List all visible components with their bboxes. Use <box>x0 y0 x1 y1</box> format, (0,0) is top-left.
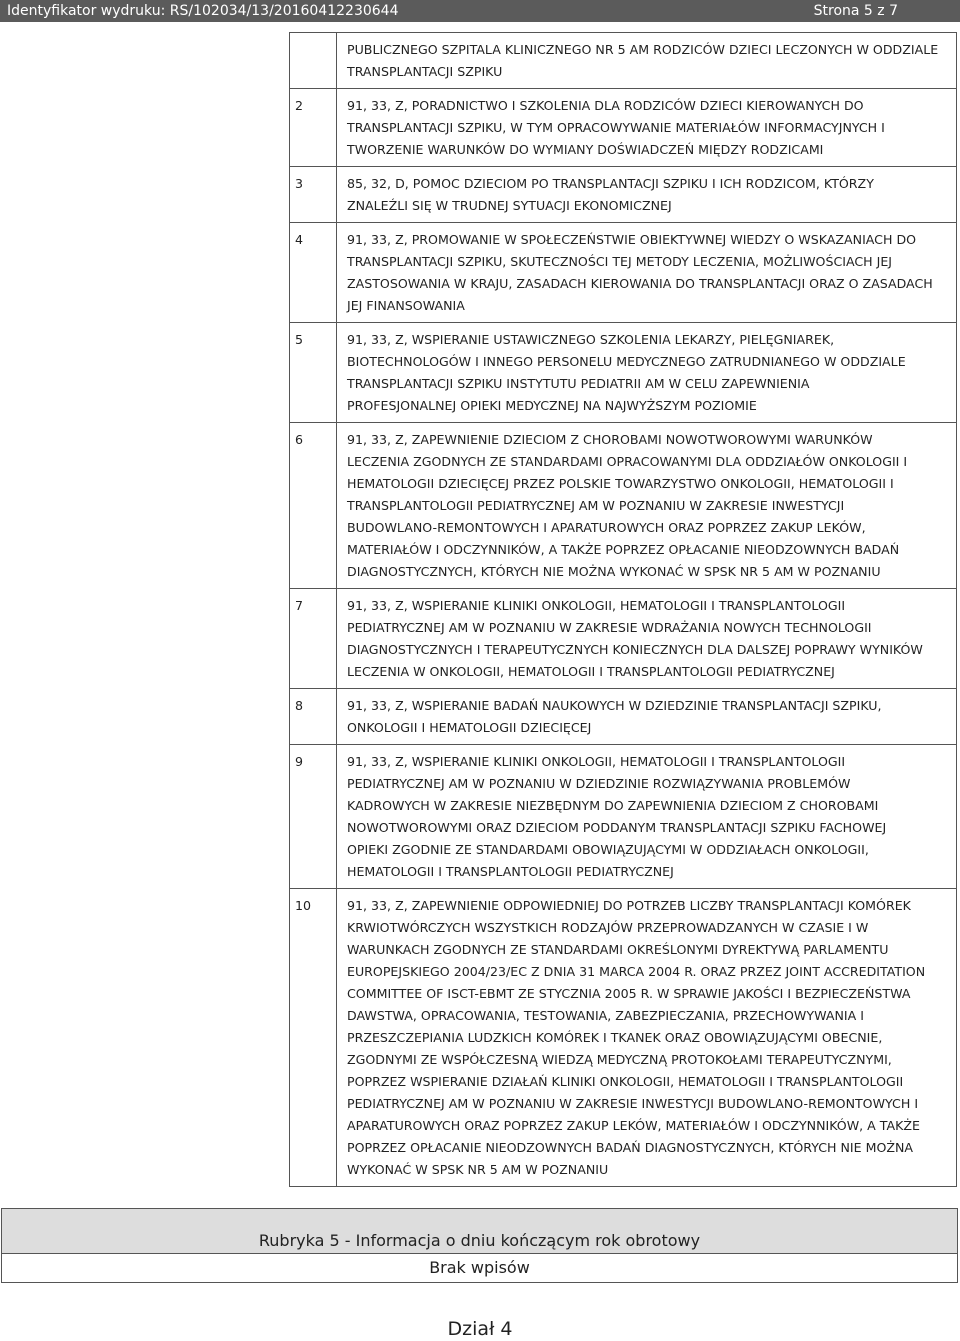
table-row <box>290 167 957 223</box>
row-text-line: PEDIATRYCZNEJ AM W POZNANIU W ZAKRESIE INWESTYCJI BUDOWLANO-REMONTOWYCH I <box>347 1096 919 1111</box>
row-text-line: BUDOWLANO-REMONTOWYCH I APARATUROWYCH ORAZ POPRZEZ ZAKUP LEKÓW, <box>347 520 866 535</box>
row-text-line: PEDIATRYCZNEJ AM W POZNANIU W DZIEDZINIE ROZWIĄZYWANIA PROBLEMÓW <box>347 776 851 791</box>
row-text-line: COMMITTEE OF ISCT-EBMT ZE STYCZNIA 2005 R. W SPRAWIE JAKOŚCI I BEZPIECZEŃSTWA <box>347 986 911 1001</box>
row-text-line: PRZESZCZEPIANIA LUDZKICH KOMÓREK I TKANEK ORAZ OBOWIĄZUJĄCYMI OBECNIE, <box>347 1030 883 1045</box>
row-text-cell <box>337 323 957 423</box>
row-text-line: POPRZEZ OPŁACANIE NIEODZOWNYCH BADAŃ DIAGNOSTYCZNYCH, KTÓRYCH NIE MOŻNA <box>347 1140 914 1155</box>
row-number: 8 <box>295 698 304 713</box>
row-text-line: TRANSPLANTACJI SZPIKU <box>347 64 503 79</box>
row-text <box>347 167 952 222</box>
row-text-line: JEJ FINANSOWANIA <box>347 298 465 313</box>
row-text-line: DIAGNOSTYCZNYCH I TERAPEUTYCZNYCH KONIECZNYCH DLA DALSZEJ POPRAWY WYNIKÓW <box>347 642 923 657</box>
row-number: 6 <box>295 432 304 447</box>
page-number: Strona 5 z 7 <box>813 3 898 19</box>
row-text <box>347 689 952 744</box>
table-row <box>290 589 957 689</box>
row-text-line: APARATUROWYCH ORAZ POPRZEZ ZAKUP LEKÓW, MATERIAŁÓW I ODCZYNNIKÓW, A TAKŻE <box>347 1118 920 1133</box>
table-row <box>290 423 957 589</box>
row-text-line: ONKOLOGII I HEMATOLOGII DZIECIĘCEJ <box>347 720 592 735</box>
division-heading: Dział 4 <box>447 1318 513 1340</box>
row-text-line: TRANSPLANTACJI SZPIKU, SKUTECZNOŚCI TEJ METODY LECZENIA, MOŻLIWOŚCIACH JEJ <box>347 254 893 269</box>
row-number-cell <box>290 689 337 745</box>
row-text-line: 91, 33, Z, PORADNICTWO I SZKOLENIA DLA RODZICÓW DZIECI KIEROWANYCH DO <box>347 98 864 113</box>
row-text-cell <box>337 589 957 689</box>
row-number-cell <box>290 889 337 1187</box>
row-text-cell <box>337 33 957 89</box>
row-text-cell <box>337 889 957 1187</box>
row-number: 10 <box>295 898 312 913</box>
row-number: 7 <box>295 598 304 613</box>
print-header-bar <box>0 0 960 22</box>
row-text-line: KADROWYCH W ZAKRESIE NIEZBĘDNYM DO ZAPEWNIENIA DZIECIOM Z CHOROBAMI <box>347 798 879 813</box>
table-row <box>290 689 957 745</box>
table-row <box>290 89 957 167</box>
row-text-line: TRANSPLANTACJI SZPIKU, W TYM OPRACOWYWANIE MATERIAŁÓW INFORMACYJNYCH I <box>347 120 885 135</box>
row-number-cell <box>290 589 337 689</box>
row-text-line: BIOTECHNOLOGÓW I INNEGO PERSONELU MEDYCZNEGO ZATRUDNIANEGO W ODDZIALE <box>347 354 906 369</box>
table-row <box>290 33 957 89</box>
table-row <box>290 323 957 423</box>
section-title: Rubryka 5 - Informacja o dniu kończącym rok obrotowy <box>2 1209 957 1254</box>
row-text-line: 91, 33, Z, WSPIERANIE USTAWICZNEGO SZKOLENIA LEKARZY, PIELĘGNIAREK, <box>347 332 835 347</box>
row-text <box>347 323 952 422</box>
table-row <box>290 745 957 889</box>
row-text-line: MATERIAŁÓW I ODCZYNNIKÓW, A TAKŻE POPRZEZ OPŁACANIE NIEODZOWNYCH BADAŃ <box>347 542 900 557</box>
row-text-line: PEDIATRYCZNEJ AM W POZNANIU W ZAKRESIE WDRAŻANIA NOWYCH TECHNOLOGII <box>347 620 872 635</box>
row-text <box>347 223 952 322</box>
row-text <box>347 423 952 588</box>
row-text-line: 91, 33, Z, PROMOWANIE W SPOŁECZEŃSTWIE OBIEKTYWNEJ WIEDZY O WSKAZANIACH DO <box>347 232 917 247</box>
row-number <box>295 33 336 44</box>
row-text-line: HEMATOLOGII DZIECIĘCEJ PRZEZ POLSKIE TOWARZYSTWO ONKOLOGII, HEMATOLOGII I <box>347 476 894 491</box>
row-text <box>347 33 952 88</box>
row-text-line: 91, 33, Z, WSPIERANIE BADAŃ NAUKOWYCH W DZIEDZINIE TRANSPLANTACJI SZPIKU, <box>347 698 882 713</box>
row-text-cell <box>337 745 957 889</box>
row-number: 4 <box>295 232 304 247</box>
row-number-cell <box>290 745 337 889</box>
row-number-cell <box>290 423 337 589</box>
row-number-cell <box>290 167 337 223</box>
table-row <box>290 223 957 323</box>
row-number: 9 <box>295 754 304 769</box>
row-text-line: WARUNKACH ZGODNYCH ZE STANDARDAMI OKREŚLONYMI DYREKTYWĄ PARLAMENTU <box>347 942 889 957</box>
row-text-line: KRWIOTWÓRCZYCH WSZYSTKICH RODZAJÓW PRZEPROWADZANYCH W CZASIE I W <box>347 920 869 935</box>
row-number: 5 <box>295 332 304 347</box>
row-text-cell <box>337 89 957 167</box>
row-text-cell <box>337 423 957 589</box>
row-text-line: PUBLICZNEGO SZPITALA KLINICZNEGO NR 5 AM RODZICÓW DZIECI LECZONYCH W ODDZIALE <box>347 42 939 57</box>
row-text-line: DAWSTWA, OPRACOWANIA, TESTOWANIA, ZABEZPIECZANIA, PRZECHOWYWANIA I <box>347 1008 864 1023</box>
row-number-cell <box>290 89 337 167</box>
row-text-line: POPRZEZ WSPIERANIE DZIAŁAŃ KLINIKI ONKOLOGII, HEMATOLOGII I TRANSPLANTOLOGII <box>347 1074 904 1089</box>
row-text-line: LECZENIA W ONKOLOGII, HEMATOLOGII I TRANSPLANTOLOGII PEDIATRYCZNEJ <box>347 664 835 679</box>
print-identifier: Identyfikator wydruku: RS/102034/13/20160412230644 <box>7 3 399 19</box>
row-text <box>347 89 952 166</box>
row-text-line: TRANSPLANTACJI SZPIKU INSTYTUTU PEDIATRII AM W CELU ZAPEWNIENIA <box>347 376 810 391</box>
activities-table <box>289 32 957 1187</box>
row-text-line: LECZENIA ZGODNYCH ZE STANDARDAMI OPRACOWANYMI DLA ODDZIAŁÓW ONKOLOGII I <box>347 454 908 469</box>
table-row <box>290 889 957 1187</box>
row-text-line: ZASTOSOWANIA W KRAJU, ZASADACH KIEROWANIA DO TRANSPLANTACJI ORAZ O ZASADACH <box>347 276 933 291</box>
row-text-line: 91, 33, Z, ZAPEWNIENIE ODPOWIEDNIEJ DO POTRZEB LICZBY TRANSPLANTACJI KOMÓREK <box>347 898 911 913</box>
row-text-line: 85, 32, D, POMOC DZIECIOM PO TRANSPLANTACJI SZPIKU I ICH RODZICOM, KTÓRZY <box>347 176 874 191</box>
row-number-cell <box>290 323 337 423</box>
row-text-line: 91, 33, Z, WSPIERANIE KLINIKI ONKOLOGII, HEMATOLOGII I TRANSPLANTOLOGII <box>347 598 846 613</box>
row-text-line: 91, 33, Z, ZAPEWNIENIE DZIECIOM Z CHOROBAMI NOWOTWOROWYMI WARUNKÓW <box>347 432 873 447</box>
row-number: 3 <box>295 176 304 191</box>
row-number-cell <box>290 223 337 323</box>
row-text-line: WYKONAĆ W SPSK NR 5 AM W POZNANIU <box>347 1162 609 1177</box>
row-text-cell <box>337 223 957 323</box>
row-text-line: HEMATOLOGII I TRANSPLANTOLOGII PEDIATRYCZNEJ <box>347 864 674 879</box>
row-text-cell <box>337 689 957 745</box>
row-text-line: ZGODNYMI ZE WSPÓŁCZESNĄ WIEDZĄ MEDYCZNĄ PROTOKOŁAMI TERAPEUTYCZNYMI, <box>347 1052 892 1067</box>
row-text-line: EUROPEJSKIEGO 2004/23/EC Z DNIA 31 MARCA 2004 R. ORAZ PRZEZ JOINT ACCREDITATION <box>347 964 926 979</box>
row-text <box>347 745 952 888</box>
row-number: 2 <box>295 98 304 113</box>
row-text <box>347 589 952 688</box>
row-text-line: ZNALEŹLI SIĘ W TRUDNEJ SYTUACJI EKONOMICZNEJ <box>347 198 672 213</box>
row-text-line: NOWOTWOROWYMI ORAZ DZIECIOM PODDANYM TRANSPLANTACJI SZPIKU FACHOWEJ <box>347 820 887 835</box>
activities-table-body <box>290 33 957 1187</box>
row-text-line: DIAGNOSTYCZNYCH, KTÓRYCH NIE MOŻNA WYKONAĆ W SPSK NR 5 AM W POZNANIU <box>347 564 881 579</box>
row-text-line: OPIEKI ZGODNIE ZE STANDARDAMI OBOWIĄZUJĄCYMI W ODDZIAŁACH ONKOLOGII, <box>347 842 869 857</box>
row-text-cell <box>337 167 957 223</box>
row-text-line: PROFESJONALNEJ OPIEKI MEDYCZNEJ NA NAJWYŻSZYM POZIOMIE <box>347 398 757 413</box>
section-body: Brak wpisów <box>429 1258 530 1277</box>
row-text-line: TWORZENIE WARUNKÓW DO WYMIANY DOŚWIADCZEŃ MIĘDZY RODZICAMI <box>347 142 824 157</box>
row-text <box>347 889 952 1186</box>
row-text-line: 91, 33, Z, WSPIERANIE KLINIKI ONKOLOGII, HEMATOLOGII I TRANSPLANTOLOGII <box>347 754 846 769</box>
row-text-line: TRANSPLANTOLOGII PEDIATRYCZNEJ AM W POZNANIU W ZAKRESIE INWESTYCJI <box>347 498 845 513</box>
row-number-cell <box>290 33 337 89</box>
section-rubryka-5 <box>1 1208 958 1283</box>
